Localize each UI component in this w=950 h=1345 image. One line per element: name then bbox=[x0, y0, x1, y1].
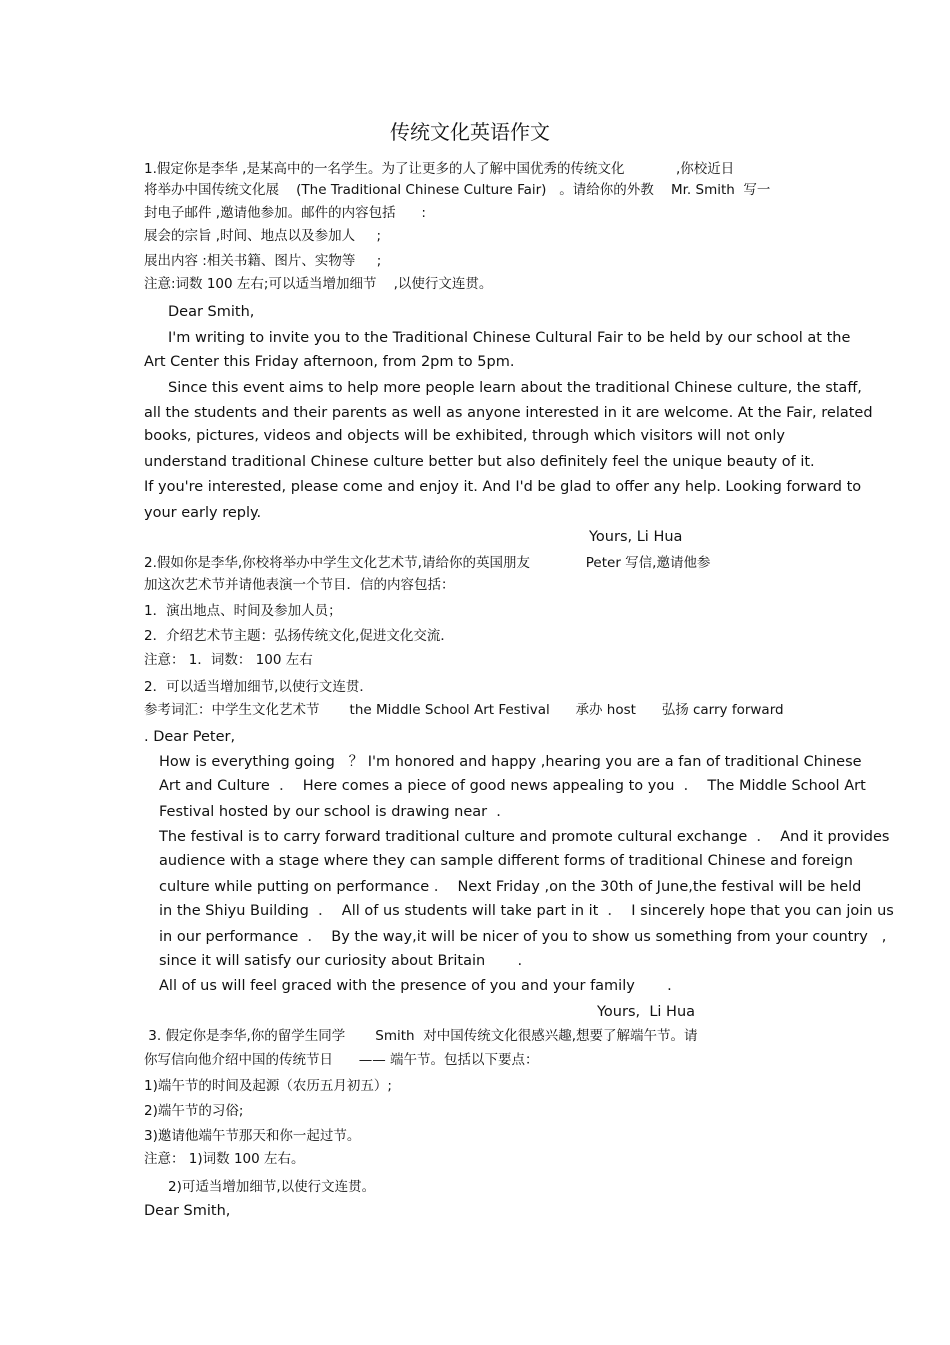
text-line: All of us will feel graced with the presence of you and your family . bbox=[159, 978, 672, 994]
text-line: Dear Smith, bbox=[168, 304, 255, 320]
text-line: understand traditional Chinese culture better but also definitely feel the unique beauty of it. bbox=[144, 454, 815, 470]
text-line: in our performance ． By the way,it will be nicer of you to show us something from your country , bbox=[159, 929, 887, 945]
text-line: 注意： 1．词数： 100 左右 bbox=[144, 652, 313, 668]
text-line: 你写信向他介绍中国的传统节日 —— 端午节。包括以下要点： bbox=[144, 1052, 539, 1068]
text-line: 2)可适当增加细节,以使行文连贯。 bbox=[168, 1179, 376, 1195]
page-title: 传统文化英语作文 bbox=[390, 120, 550, 144]
text-line: If you're interested, please come and enjoy it. And I'd be glad to offer any help. Looking forward to bbox=[144, 479, 862, 495]
text-line: Dear Smith, bbox=[144, 1203, 231, 1219]
text-line: audience with a stage where they can sample different forms of traditional Chinese and foreign bbox=[159, 853, 853, 869]
text-line: Yours, Li Hua bbox=[589, 529, 683, 545]
text-line: 封电子邮件 ,邀请他参加。邮件的内容包括 : bbox=[144, 205, 426, 221]
text-line: Art and Culture ． Here comes a piece of good news appealing to you ． The Middle School Art bbox=[159, 778, 866, 794]
text-line: 3)邀请他端午节那天和你一起过节。 bbox=[144, 1128, 361, 1144]
text-line: 1．演出地点、时间及参加人员； bbox=[144, 603, 342, 619]
text-line: How is everything going ？ I'm honored and happy ,hearing you are a fan of traditional Chinese bbox=[159, 754, 862, 770]
text-line: since it will satisfy our curiosity about Britain . bbox=[159, 953, 523, 969]
text-line: 1.假定你是李华 ,是某高中的一名学生。为了让更多的人了解中国优秀的传统文化 ,你校近日 bbox=[144, 161, 735, 177]
text-line: 2.假如你是李华,你校将举办中学生文化艺术节,请给你的英国朋友 Peter 写信,邀请他参 bbox=[144, 555, 711, 571]
text-line: Art Center this Friday afternoon, from 2pm to 5pm. bbox=[144, 354, 515, 370]
text-line: 2．介绍艺术节主题：弘扬传统文化,促进文化交流． bbox=[144, 628, 454, 644]
text-line: in the Shiyu Building ． All of us students will take part in it ． I sincerely hope that you can join us bbox=[159, 903, 894, 919]
text-line: 3. 假定你是李华,你的留学生同学 Smith 对中国传统文化很感兴趣,想要了解端午节。请 bbox=[144, 1028, 698, 1044]
text-line: 展会的宗旨 ,时间、地点以及参加人 ; bbox=[144, 228, 382, 244]
text-line: 1)端午节的时间及起源（农历五月初五）; bbox=[144, 1078, 392, 1094]
text-line: The festival is to carry forward traditional culture and promote cultural exchange ． And it provides bbox=[159, 829, 890, 845]
text-line: 2．可以适当增加细节,以使行文连贯． bbox=[144, 679, 373, 695]
text-line: 将举办中国传统文化展 (The Traditional Chinese Culture Fair) 。请给你的外教 Mr. Smith 写一 bbox=[144, 182, 771, 198]
text-line: 注意:词数 100 左右;可以适当增加细节 ,以使行文连贯。 bbox=[144, 276, 493, 292]
text-line: 加这次艺术节并请他表演一个节目．信的内容包括： bbox=[144, 577, 455, 593]
text-line: 展出内容 :相关书籍、图片、实物等 ; bbox=[144, 253, 382, 269]
text-line: all the students and their parents as well as anyone interested in it are welcome. At the Fair, related bbox=[144, 405, 873, 421]
text-line: 注意： 1)词数 100 左右。 bbox=[144, 1151, 305, 1167]
text-line: 参考词汇：中学生文化艺术节 the Middle School Art Festival 承办 host 弘扬 carry forward bbox=[144, 702, 784, 718]
text-line: Since this event aims to help more people learn about the traditional Chinese culture, the staff, bbox=[168, 380, 862, 396]
text-line: Festival hosted by our school is drawing near . bbox=[159, 804, 501, 820]
text-line: books, pictures, videos and objects will be exhibited, through which visitors will not only bbox=[144, 428, 785, 444]
text-line: 2)端午节的习俗; bbox=[144, 1103, 244, 1119]
text-line: culture while putting on performance ． Next Friday ,on the 30th of June,the festival will be held bbox=[159, 879, 862, 895]
text-line: . Dear Peter, bbox=[144, 729, 236, 745]
text-line: Yours, Li Hua bbox=[597, 1004, 696, 1020]
text-line: I'm writing to invite you to the Traditional Chinese Cultural Fair to be held by our school at the bbox=[168, 330, 851, 346]
text-line: your early reply. bbox=[144, 505, 262, 521]
